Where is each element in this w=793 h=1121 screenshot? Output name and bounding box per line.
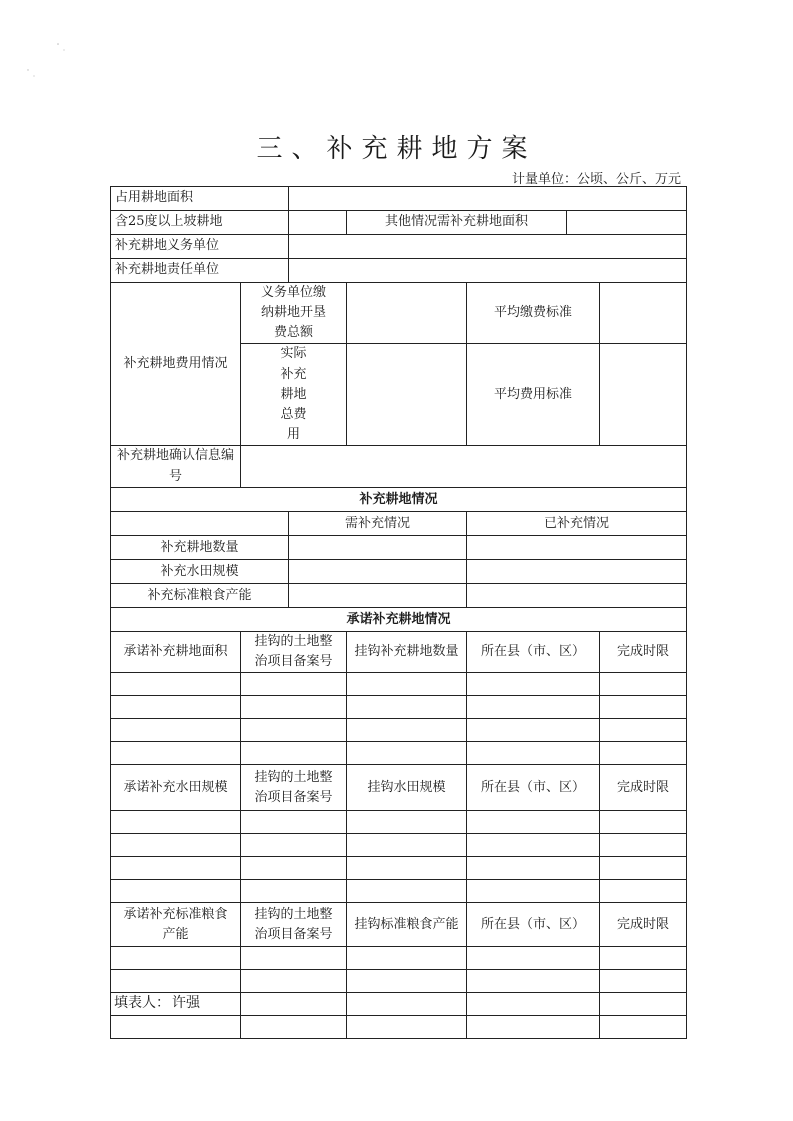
hook-area-header: 挂钩补充耕地数量 (347, 632, 467, 673)
paddy-done-value[interactable] (467, 560, 687, 584)
confirm-no-value[interactable] (241, 446, 687, 488)
table-cell[interactable] (347, 834, 467, 857)
project-no-header: 挂钩的土地整治项目备案号 (241, 903, 347, 947)
actual-total-value[interactable] (347, 344, 467, 446)
signer-label: 填表人： (114, 995, 170, 1011)
table-cell[interactable] (347, 673, 467, 696)
table-cell[interactable] (347, 811, 467, 834)
actual-total-label: 实际补充耕地总费用 (241, 344, 347, 446)
project-no-header: 挂钩的土地整治项目备案号 (241, 632, 347, 673)
hook-grain-header: 挂钩标准粮食产能 (347, 903, 467, 947)
table-cell[interactable] (467, 834, 600, 857)
table-cell[interactable] (600, 742, 687, 765)
other-area-label: 其他情况需补充耕地面积 (347, 211, 567, 235)
table-cell[interactable] (347, 696, 467, 719)
quantity-row-label: 补充耕地数量 (111, 536, 289, 560)
table-cell[interactable] (241, 834, 347, 857)
need-column-header: 需补充情况 (289, 512, 467, 536)
county-header: 所在县（市、区） (467, 632, 600, 673)
supplement-corner (111, 512, 289, 536)
table-cell[interactable] (347, 947, 467, 970)
table-cell[interactable] (241, 947, 347, 970)
table-cell[interactable] (467, 880, 600, 903)
signer-line (114, 992, 202, 1012)
table-cell[interactable] (600, 880, 687, 903)
table-cell[interactable] (600, 834, 687, 857)
table-cell[interactable] (347, 742, 467, 765)
table-cell[interactable] (600, 970, 687, 993)
table-cell[interactable] (467, 970, 600, 993)
slope-land-label: 含25度以上坡耕地 (111, 211, 289, 235)
paddy-row-label: 补充水田规模 (111, 560, 289, 584)
table-cell[interactable] (241, 742, 347, 765)
table-cell[interactable] (241, 993, 347, 1016)
responsible-unit-value[interactable] (289, 259, 687, 283)
quantity-done-value[interactable] (467, 536, 687, 560)
project-no-header: 挂钩的土地整治项目备案号 (241, 765, 347, 811)
plan-table (110, 186, 687, 1039)
fee-status-label: 补充耕地费用情况 (111, 283, 241, 446)
table-cell[interactable] (467, 857, 600, 880)
avg-cost-standard-label: 平均费用标准 (467, 344, 600, 446)
table-cell[interactable] (347, 719, 467, 742)
table-cell[interactable] (241, 857, 347, 880)
table-cell[interactable] (241, 970, 347, 993)
table-cell[interactable] (467, 811, 600, 834)
table-cell[interactable] (467, 947, 600, 970)
table-cell[interactable] (347, 880, 467, 903)
table-cell[interactable] (111, 880, 241, 903)
grain-need-value[interactable] (289, 584, 467, 608)
table-cell[interactable] (111, 834, 241, 857)
table-cell[interactable] (111, 857, 241, 880)
table-cell[interactable] (467, 719, 600, 742)
deadline-header: 完成时限 (600, 632, 687, 673)
signer-name: 许强 (172, 995, 200, 1011)
other-area-value[interactable] (567, 211, 687, 235)
county-header: 所在县（市、区） (467, 765, 600, 811)
table-cell[interactable] (111, 947, 241, 970)
table-cell[interactable] (241, 673, 347, 696)
table-cell[interactable] (467, 742, 600, 765)
table-cell[interactable] (241, 719, 347, 742)
table-cell[interactable] (600, 1016, 687, 1039)
commit-area-label: 承诺补充耕地面积 (111, 632, 241, 673)
avg-fee-standard-value[interactable] (600, 283, 687, 344)
grain-row-label: 补充标准粮食产能 (111, 584, 289, 608)
table-cell[interactable] (347, 970, 467, 993)
table-cell[interactable] (111, 696, 241, 719)
commitment-heading: 承诺补充耕地情况 (111, 608, 687, 632)
fee-paid-total-label: 义务单位缴纳耕地开垦费总额 (241, 283, 347, 344)
table-cell[interactable] (600, 719, 687, 742)
table-cell[interactable] (347, 993, 467, 1016)
scan-marks (20, 40, 80, 80)
table-cell[interactable] (241, 880, 347, 903)
table-cell[interactable] (347, 857, 467, 880)
table-cell[interactable] (241, 1016, 347, 1039)
fee-paid-total-value[interactable] (347, 283, 467, 344)
responsible-unit-label: 补充耕地责任单位 (111, 259, 289, 283)
table-cell[interactable] (111, 742, 241, 765)
page-title: 三、补充耕地方案 (256, 134, 537, 164)
table-cell[interactable] (241, 696, 347, 719)
table-cell[interactable] (111, 719, 241, 742)
table-cell[interactable] (467, 993, 600, 1016)
table-cell[interactable] (111, 673, 241, 696)
occupied-area-label: 占用耕地面积 (111, 187, 289, 211)
done-column-header: 已补充情况 (467, 512, 687, 536)
obligation-unit-value[interactable] (289, 235, 687, 259)
table-cell[interactable] (600, 857, 687, 880)
avg-fee-standard-label: 平均缴费标准 (467, 283, 600, 344)
obligation-unit-label: 补充耕地义务单位 (111, 235, 289, 259)
table-cell[interactable] (600, 673, 687, 696)
table-cell[interactable] (600, 696, 687, 719)
occupied-area-value[interactable] (289, 187, 687, 211)
table-cell[interactable] (111, 970, 241, 993)
table-cell[interactable] (347, 1016, 467, 1039)
table-cell[interactable] (241, 811, 347, 834)
county-header: 所在县（市、区） (467, 903, 600, 947)
deadline-header: 完成时限 (600, 903, 687, 947)
table-cell[interactable] (600, 811, 687, 834)
supplement-heading: 补充耕地情况 (111, 488, 687, 512)
table-cell[interactable] (467, 673, 600, 696)
hook-paddy-header: 挂钩水田规模 (347, 765, 467, 811)
paddy-need-value[interactable] (289, 560, 467, 584)
table-cell[interactable] (467, 1016, 600, 1039)
table-cell[interactable] (600, 993, 687, 1016)
table-cell[interactable] (600, 947, 687, 970)
commit-paddy-label: 承诺补充水田规模 (111, 765, 241, 811)
confirm-no-label: 补充耕地确认信息编号 (111, 446, 241, 488)
avg-cost-standard-value[interactable] (600, 344, 687, 446)
quantity-need-value[interactable] (289, 536, 467, 560)
unit-note: 计量单位：公顷、公斤、万元 (511, 172, 681, 187)
table-cell[interactable] (111, 811, 241, 834)
slope-land-value[interactable] (289, 211, 347, 235)
commit-grain-label: 承诺补充标准粮食产能 (111, 903, 241, 947)
deadline-header: 完成时限 (600, 765, 687, 811)
grain-done-value[interactable] (467, 584, 687, 608)
table-cell[interactable] (111, 1016, 241, 1039)
table-cell[interactable] (467, 696, 600, 719)
